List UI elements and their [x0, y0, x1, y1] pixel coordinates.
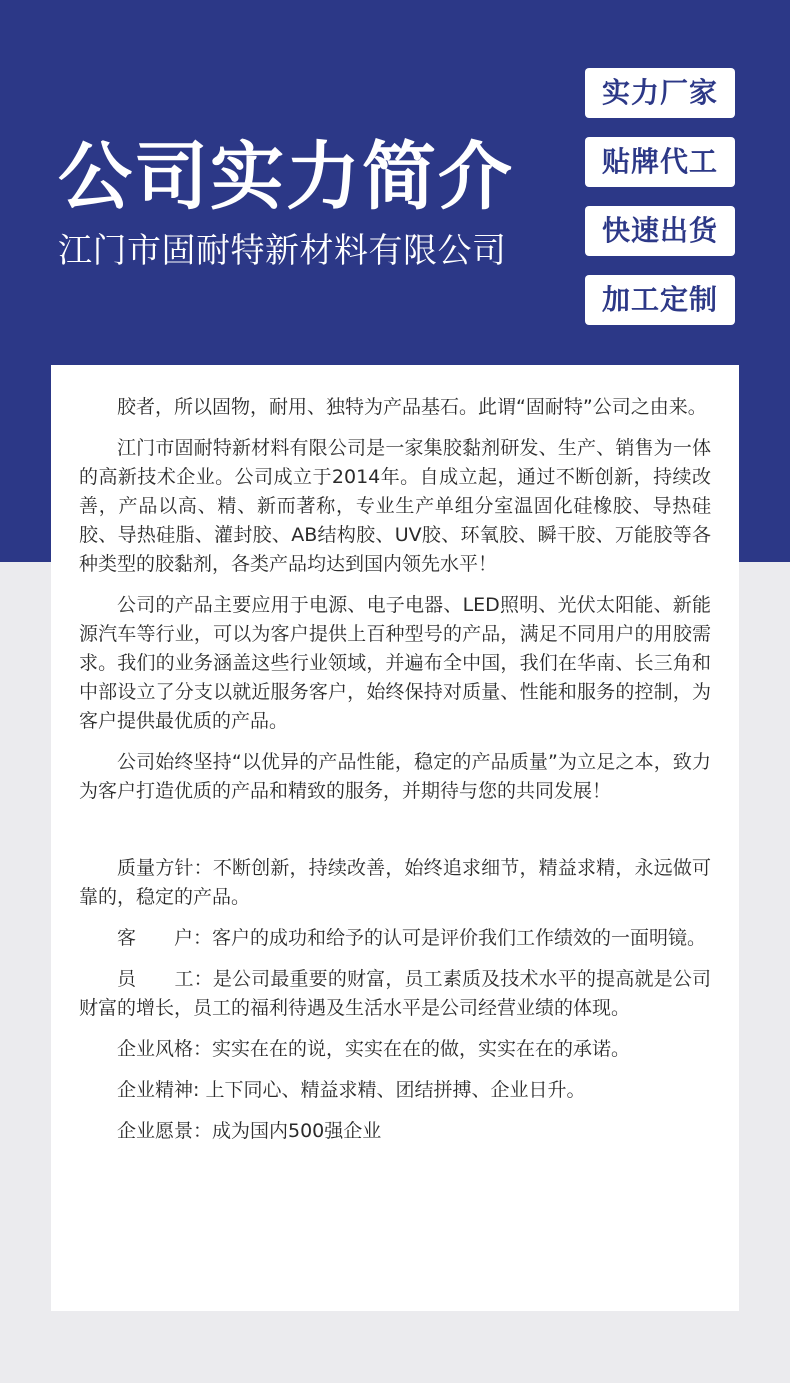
page-title: 公司实力简介 [58, 134, 514, 220]
policy-spirit: 企业精神: 上下同心、精益求精、团结拼搏、企业日升。 [117, 1079, 586, 1101]
intro-card [51, 365, 739, 1311]
tag-customization: 加工定制 [585, 275, 735, 325]
tag-strength-factory: 实力厂家 [585, 68, 735, 118]
policy-employee: 员 工：是公司最重要的财富，员工素质及技术水平的提高就是公司财富的增长，员工的福利待遇及生活水平是公司经营业绩的体现。 [79, 968, 711, 1019]
tag-oem: 贴牌代工 [585, 137, 735, 187]
policy-style: 企业风格：实实在在的说，实实在在的做，实实在在的承诺。 [117, 1038, 631, 1060]
policy-quality: 质量方针：不断创新，持续改善，始终追求细节，精益求精，永远做可靠的，稳定的产品。 [79, 857, 711, 908]
intro-paragraph-name-origin: 胶者，所以固物，耐用、独特为产品基石。此谓“固耐特”公司之由来。 [117, 396, 707, 418]
intro-paragraph-applications: 公司的产品主要应用于电源、电子电器、LED照明、光伏太阳能、新能源汽车等行业，可以为客户提供上百种型号的产品，满足不同用户的用胶需求。我们的业务涵盖这些行业领域，并遍布全中国，我们在华南、长三角和中部设立了分支以就近服务客户，始终保持对质量、性能和服务的控制，为客户提供最优质的产品。 [79, 594, 711, 732]
intro-paragraph-commitment: 公司始终坚持“以优异的产品性能，稳定的产品质量”为立足之本，致力为客户打造优质的产品和精致的服务，并期待与您的共同发展！ [79, 751, 711, 802]
section-spacer [79, 818, 711, 854]
policy-vision: 企业愿景：成为国内500强企业 [117, 1120, 382, 1142]
tag-fast-delivery: 快速出货 [585, 206, 735, 256]
policy-customer: 客 户：客户的成功和给予的认可是评价我们工作绩效的一面明镜。 [117, 927, 707, 949]
intro-paragraph-company: 江门市固耐特新材料有限公司是一家集胶黏剂研发、生产、销售为一体的高新技术企业。公司成立于2014年。自成立起，通过不断创新，持续改善，产品以高、精、新而著称，专业生产单组分室温固化硅橡胶、导热硅胶、导热硅脂、灌封胶、AB结构胶、UV胶、环氧胶、瞬干胶、万能胶等各种类型的胶黏剂，各类产品均达到国内领先水平！ [79, 437, 711, 575]
company-name: 江门市固耐特新材料有限公司 [58, 231, 507, 271]
